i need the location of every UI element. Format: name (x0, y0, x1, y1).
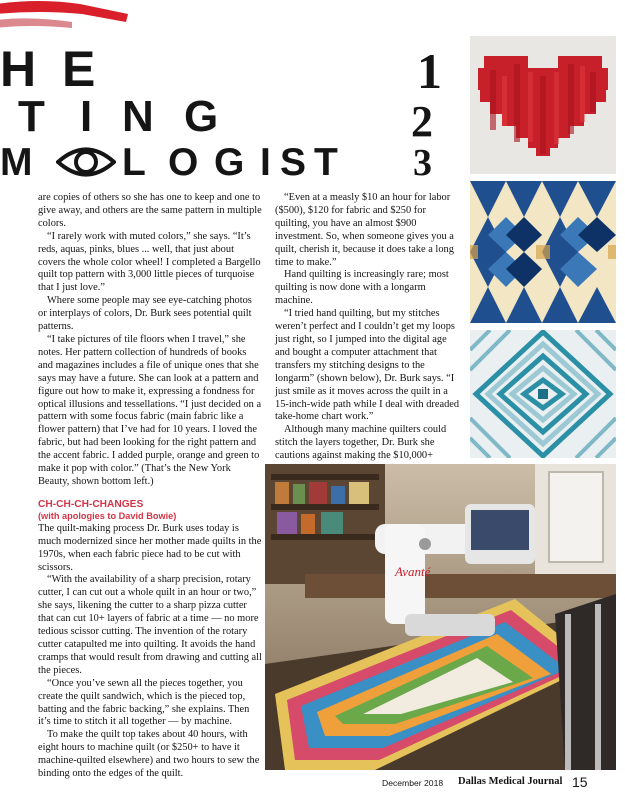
heart-quilt-photo (470, 36, 616, 174)
eye-icon (56, 143, 116, 181)
title-letter: E (62, 41, 96, 97)
section-subhead-note: (with apologies to David Bowie) (38, 511, 177, 522)
paragraph: Hand quilting is increasingly rare; most quilting is now done with a longarm machine. (275, 269, 449, 307)
title-letter: N (122, 92, 154, 141)
title-letter: I (80, 92, 93, 141)
title-number: 3 (413, 142, 432, 184)
longarm-machine-photo (265, 464, 616, 770)
title-letter: G (214, 141, 245, 184)
paragraph: Where some people may see eye-catching photos or interplays of colors, Dr. Burk sees potential quilt patterns. (38, 295, 252, 333)
issue-date: December 2018 (382, 778, 444, 788)
title-letter: T (314, 141, 338, 184)
paragraph: To make the quilt top takes about 40 hours, with eight hours to machine quilt (or $250+ to have it machine-quilted elsewhere) and two hours to sew the binding onto the edges of the quilt. (38, 729, 260, 780)
title-letter: I (260, 141, 271, 184)
paragraph: “Even at a measly $10 an hour for labor ($500), $120 for fabric and $250 for quilting, you have an almost $900 investment. So, when someone gives you a quilt, cherish it, because it does take a long time to make.” (275, 192, 454, 268)
title-number: 2 (411, 97, 433, 146)
article-right-column (275, 192, 461, 476)
paragraph: “I take pictures of tile floors when I travel,” she notes. Her pattern collection of hundreds of books and magazines includes a file of unique ones that she says may have a future. She can look at a pattern and figure out how to make it, expressing a fondness for optical illusions and tessellations. “I just decided on a pattern with some focus fabric (main fabric like a flower pattern) that I’ve had for 10 years. I loved the fabric, but had been looking for the right pattern and the accent fabric. I added purple, orange and green to make it pop with color.” (That’s the New York Beauty, shown bottom left.) (38, 333, 262, 487)
paragraph: “With the availability of a sharp precision, rotary cutter, I can cut out a whole quilt in an hour or two,” she says, likening the cutter to a sharp pizza cutter that can cut 10+ layers of fabric at a time — no more tedious scissor cutting. The invention of the rotary cutter catapulted me into quilting. It avoids the hand cramps that would result from drawing and cutting all the pieces. (38, 574, 262, 676)
title-letter: G (184, 92, 219, 141)
title-letter: T (18, 92, 45, 141)
title-letter: H (0, 41, 37, 97)
paragraph: “I tried hand quilting, but my stitches weren’t perfect and I couldn’t get my loops just right, so I jumped into the digital age and bought a computer attachment that transfers my stitching designs to the longarm” (shown below), Dr. Burk says. “I just smile as it moves across the quilt in a 15-inch-wide path while I deal with dreaded take-home chart work.” (275, 308, 460, 423)
title-letter: M (0, 141, 33, 184)
paragraph: “Once you’ve sewn all the pieces together, you create the quilt sandwich, which is the pieced top, batting and the fabric backing,” she explains. Then it’s time to stitch it all together — by machine. (38, 677, 250, 728)
glasses-illustration (0, 0, 130, 44)
paragraph: “I rarely work with muted colors,” she says. “It’s reds, aquas, pinks, blues ... well, that just about covers the whole color wheel! I completed a Bargello quilt top pattern with 3,000 little pieces of turquoise that I just love.” (38, 230, 261, 294)
article-left-column (38, 192, 262, 781)
title-number: 1 (417, 43, 442, 99)
star-quilt-photo (470, 181, 616, 323)
journal-name: Dallas Medical Journal (458, 776, 563, 787)
diamond-quilt-photo (470, 330, 616, 458)
page-number: 15 (572, 774, 588, 790)
section-subhead: CH-CH-CH-CHANGES (38, 498, 144, 510)
paragraph: Although many machine quilters could stitch the layers together, Dr. Burk she cautions against making the $10,000+ (275, 424, 447, 462)
paragraph: are copies of others so she has one to keep and one to give away, and others are the same pattern in multiple colors. (38, 192, 262, 229)
title-letter: S (280, 141, 307, 184)
title-letter: L (122, 141, 146, 184)
page-footer (382, 776, 592, 790)
title-letter: O (168, 141, 199, 184)
paragraph: The quilt-making process Dr. Burk uses today is much modernized since her mother made quilts in the 1970s, when each fabric piece had to be cut with scissors. (38, 522, 262, 573)
machine-brand-label: Avanté (395, 564, 431, 579)
